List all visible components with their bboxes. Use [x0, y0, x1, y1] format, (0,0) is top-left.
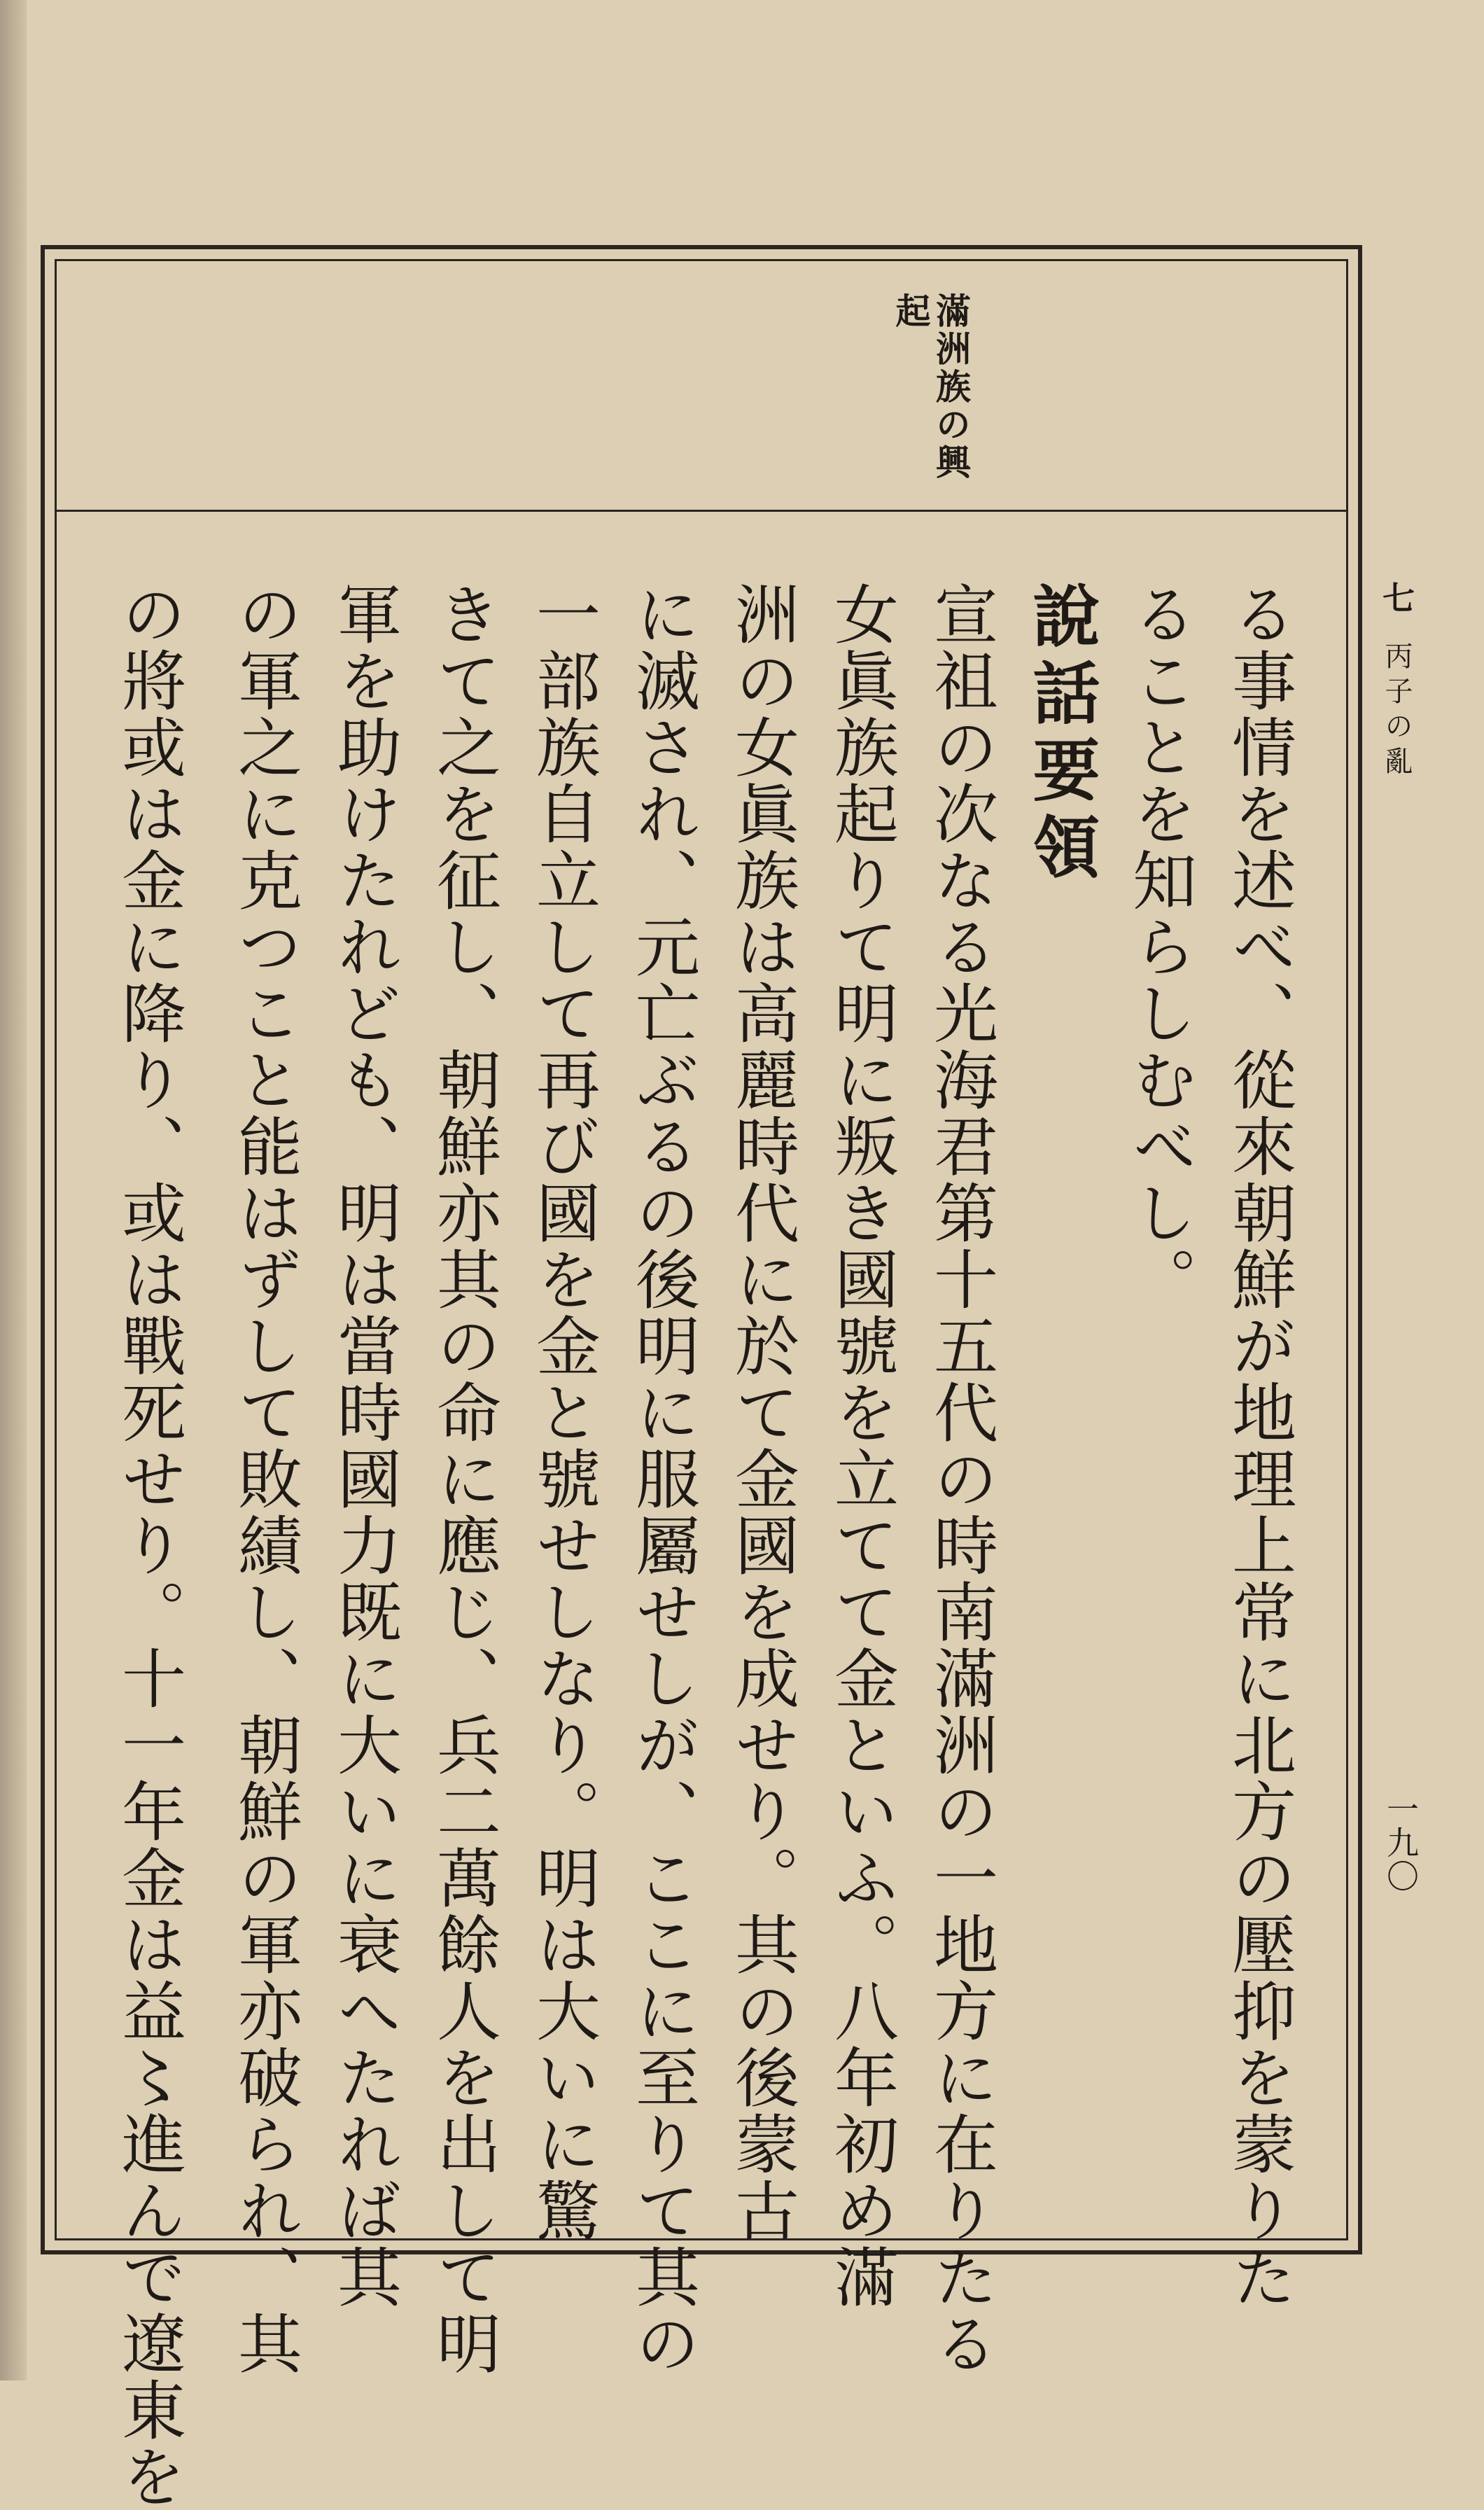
text-column: 洲の女眞族は高麗時代に於て金國を成せり。其の後蒙古: [724, 581, 799, 2244]
chapter-title: 丙子の亂: [1380, 641, 1413, 781]
running-header: [1373, 581, 1420, 781]
page-number: 一九〇: [1382, 1792, 1420, 1893]
head-note-line: 滿洲族の興: [930, 293, 972, 482]
text-column: 一部族自立して再び國を金と號せしなり。明は大いに驚: [526, 581, 601, 2244]
text-column: の將或は金に降り、或は戰死せり。十一年金は益〻進んで遼東を: [111, 581, 186, 2510]
text-column: 女眞族起りて明に叛き國號を立てて金といふ。八年初め滿: [824, 581, 899, 2310]
text-column: 宣祖の次なる光海君第十五代の時南滿洲の一地方に在りたる: [923, 581, 998, 2377]
head-note: [890, 293, 971, 482]
head-note-line: 起: [890, 293, 932, 330]
text-column: る事情を述べ、從來朝鮮が地理上常に北方の壓抑を蒙りた: [1222, 581, 1296, 2310]
text-column: ることを知らしむべし。: [1122, 581, 1197, 1313]
chapter-number: 七: [1378, 581, 1415, 620]
head-margin-rule: [55, 510, 1348, 512]
page-edge: [0, 0, 27, 2380]
section-heading: 說話要領: [1022, 581, 1101, 889]
text-column: 軍を助けたれども、明は當時國力既に大いに衰へたれば其: [327, 581, 402, 2310]
text-column: に滅され、元亡ぶるの後明に服屬せしが、ここに至りて其の: [625, 581, 700, 2377]
text-column: きて之を征し、朝鮮亦其の命に應じ、兵二萬餘人を出して明: [426, 581, 501, 2377]
text-column: の軍之に克つこと能はずして敗績し、朝鮮の軍亦破られ、其: [227, 581, 302, 2377]
